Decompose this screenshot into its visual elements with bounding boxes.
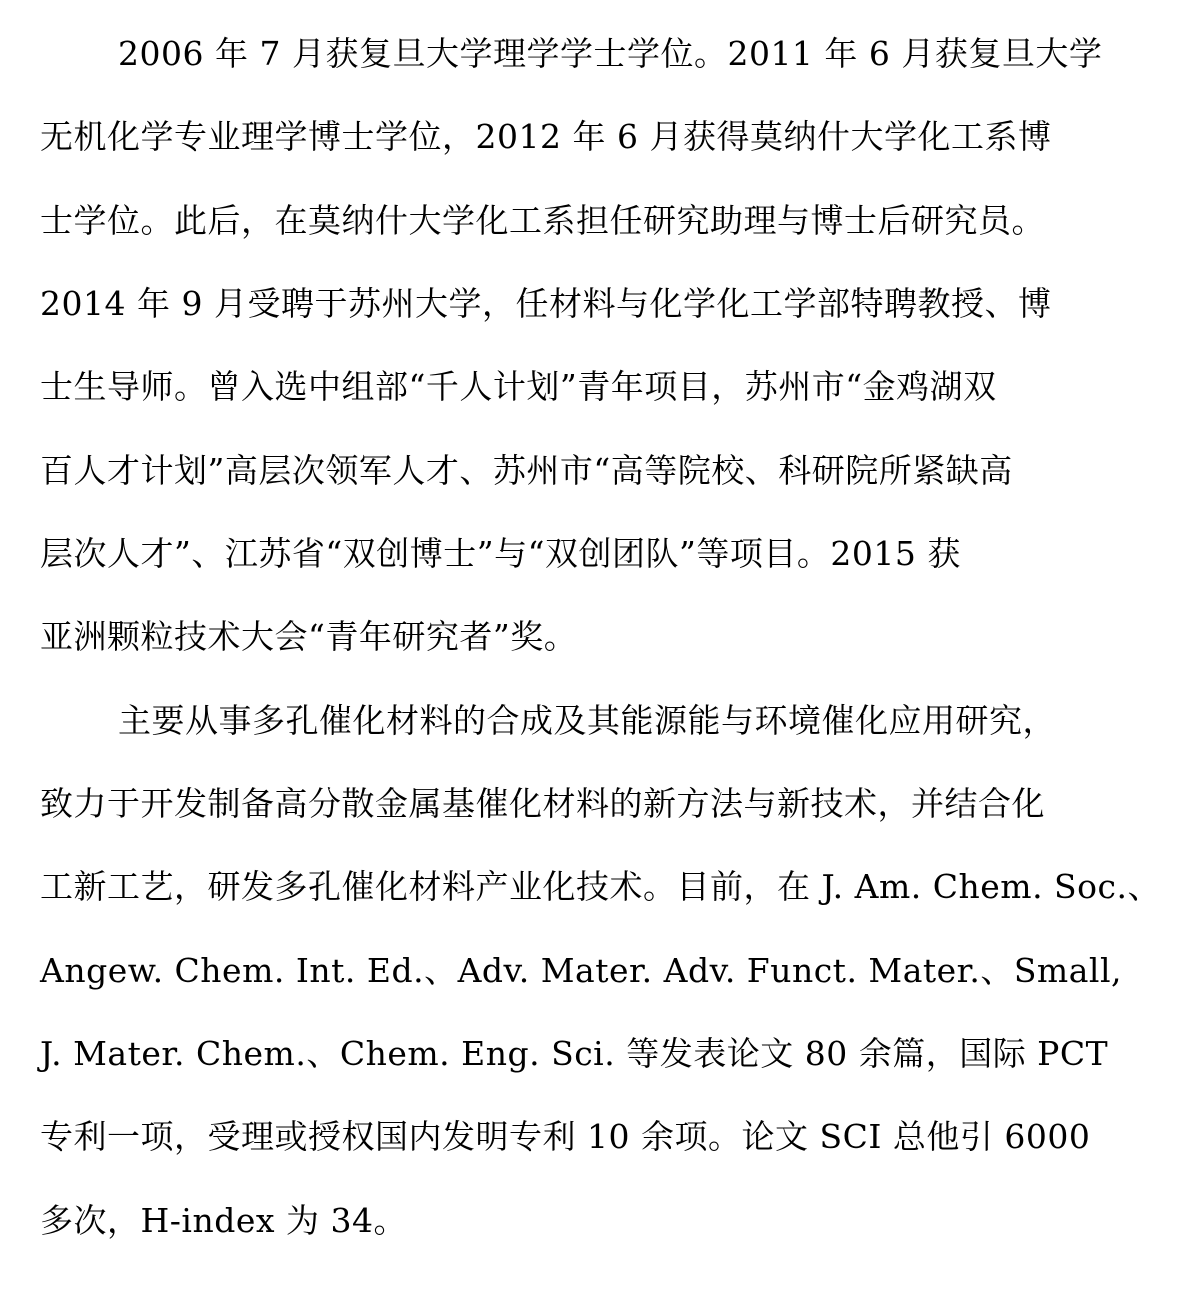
text-line: 无机化学专业理学博士学位，2012 年 6 月获得莫纳什大学化工系博 bbox=[40, 117, 1052, 156]
text-line: 层次人才”、江苏省“双创博士”与“双创团队”等项目。2015 获 bbox=[40, 534, 961, 573]
text-line: 2006 年 7 月获复旦大学理学学士学位。2011 年 6 月获复旦大学 bbox=[118, 34, 1103, 73]
text-line: 多次，H-index 为 34。 bbox=[40, 1201, 407, 1240]
text-line: 专利一项，受理或授权国内发明专利 10 余项。论文 SCI 总他引 6000 bbox=[40, 1117, 1091, 1156]
text-line: 主要从事多孔催化材料的合成及其能源能与环境催化应用研究， bbox=[118, 701, 1056, 740]
text-line: J. Mater. Chem.、Chem. Eng. Sci. 等发表论文 80 余篇，国际 PCT bbox=[40, 1034, 1109, 1073]
text-line: Angew. Chem. Int. Ed.、Adv. Mater. Adv. Funct. Mater.、Small, bbox=[40, 951, 1122, 990]
text-line: 亚洲颗粒技术大会“青年研究者”奖。 bbox=[40, 617, 578, 656]
text-line: 致力于开发制备高分散金属基催化材料的新方法与新技术，并结合化 bbox=[40, 784, 1045, 823]
text-line: 士学位。此后，在莫纳什大学化工系担任研究助理与博士后研究员。 bbox=[40, 201, 1045, 240]
text-line: 2014 年 9 月受聘于苏州大学，任材料与化学化工学部特聘教授、博 bbox=[40, 284, 1052, 323]
text-line: 百人才计划”高层次领军人才、苏州市“高等院校、科研院所紧缺高 bbox=[40, 451, 1013, 490]
text-line: 士生导师。曾入选中组部“千人计划”青年项目，苏州市“金鸡湖双 bbox=[40, 367, 997, 406]
text-line: 工新工艺，研发多孔催化材料产业化技术。目前，在 J. Am. Chem. Soc.、 bbox=[40, 867, 1161, 906]
